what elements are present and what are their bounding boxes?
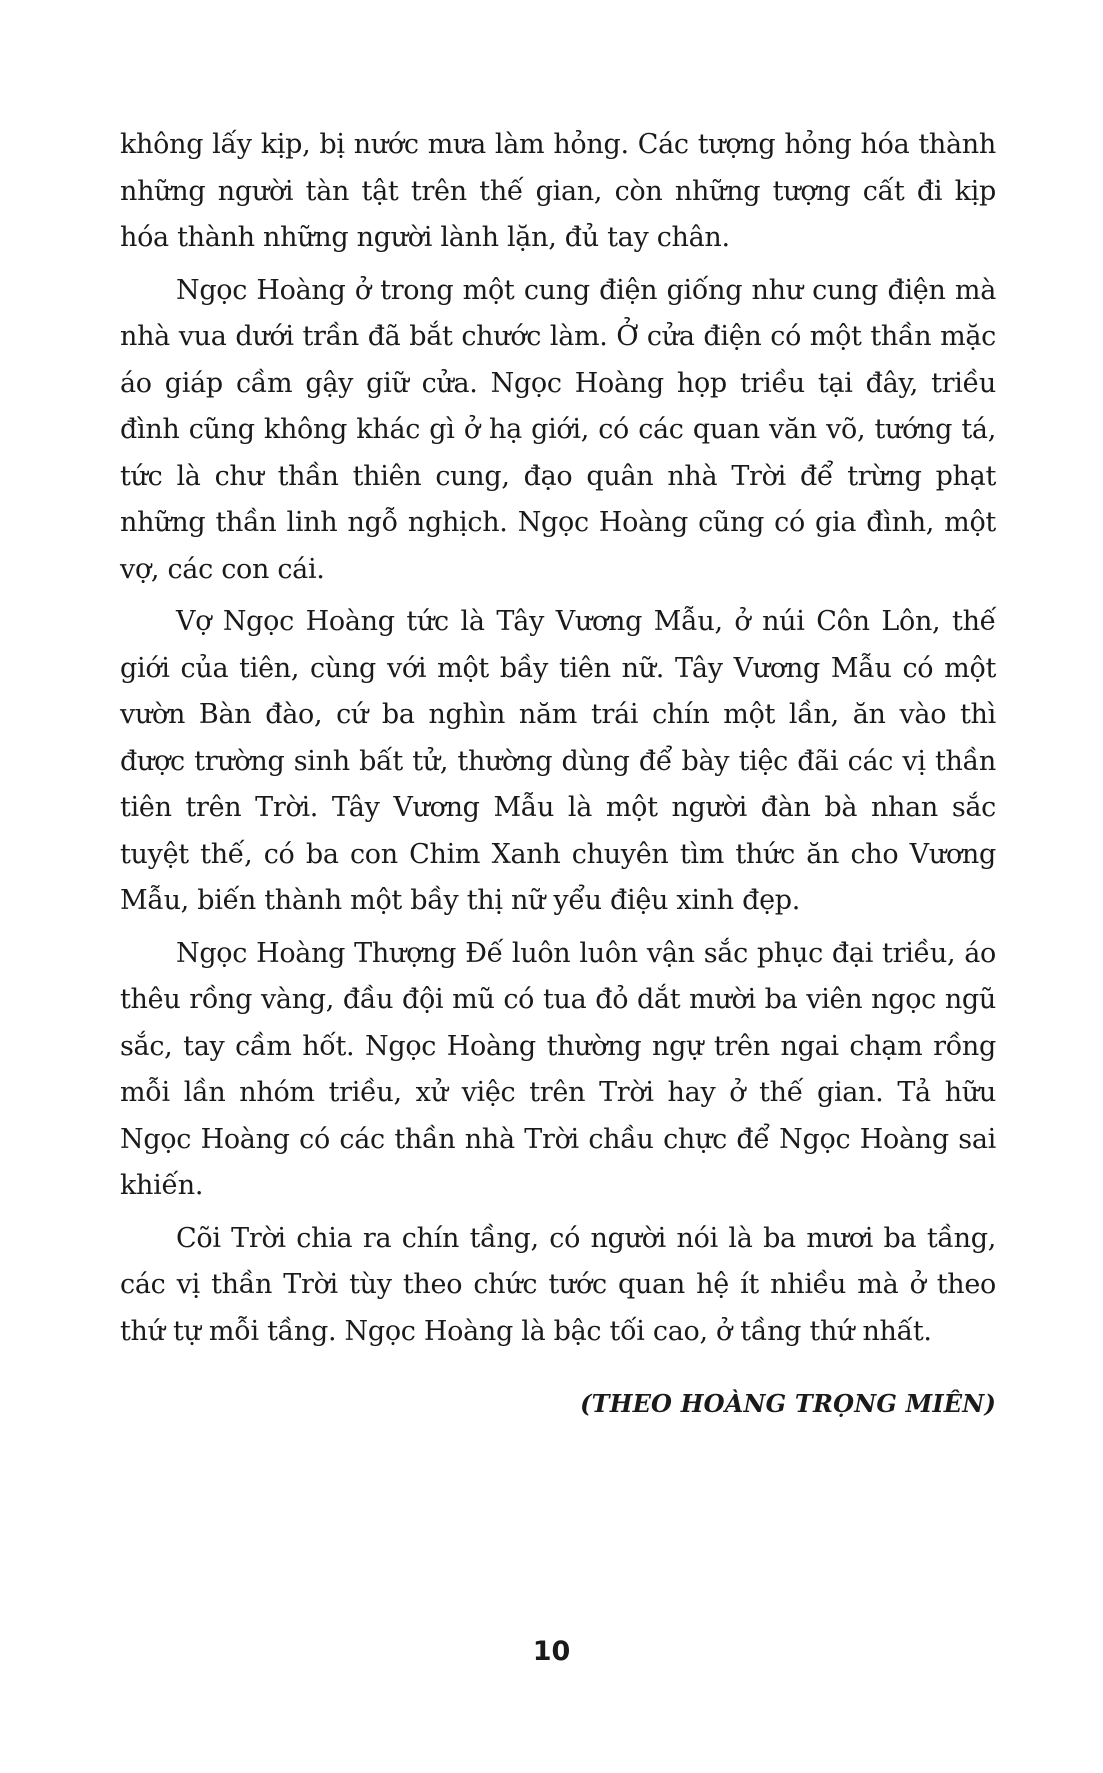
paragraph-continuation: không lấy kịp, bị nước mưa làm hỏng. Các tượng hỏng hóa thành những người tàn tật trên thế gian, còn những tượng cất đi kịp hóa thành những người lành lặn, đủ tay chân. bbox=[120, 129, 996, 253]
page-body bbox=[120, 122, 996, 1418]
paragraph-queen-mother: Vợ Ngọc Hoàng tức là Tây Vương Mẫu, ở núi Côn Lôn, thế giới của tiên, cùng với một bầy tiên nữ. Tây Vương Mẫu có một vườn Bàn đào, cứ ba nghìn năm trái chín một lần, ăn vào thì được trường sinh bất tử, thường dùng để bày tiệc đãi các vị thần tiên trên Trời. Tây Vương Mẫu là một người đàn bà nhan sắc tuyệt thế, có ba con Chim Xanh chuyên tìm thức ăn cho Vương Mẫu, biến thành một bầy thị nữ yểu điệu xinh đẹp. bbox=[120, 606, 996, 916]
source-attribution: (THEO HOÀNG TRỌNG MIÊN) bbox=[580, 1389, 996, 1418]
page-number: 10 bbox=[532, 1636, 571, 1667]
paragraph-heaven-levels: Cõi Trời chia ra chín tầng, có người nói là ba mươi ba tầng, các vị thần Trời tùy theo chức tước quan hệ ít nhiều mà ở theo thứ tự mỗi tầng. Ngọc Hoàng là bậc tối cao, ở tầng thứ nhất. bbox=[120, 1222, 996, 1347]
paragraph-attire: Ngọc Hoàng Thượng Đế luôn luôn vận sắc phục đại triều, áo thêu rồng vàng, đầu đội mũ có tua đỏ dắt mười ba viên ngọc ngũ sắc, tay cầm hốt. Ngọc Hoàng thường ngự trên ngai chạm rồng mỗi lần nhóm triều, xử việc trên Trời hay ở thế gian. Tả hữu Ngọc Hoàng có các thần nhà Trời chầu chực để Ngọc Hoàng sai khiến. bbox=[120, 937, 996, 1201]
paragraph-palace: Ngọc Hoàng ở trong một cung điện giống như cung điện mà nhà vua dưới trần đã bắt chước làm. Ở cửa điện có một thần mặc áo giáp cầm gậy giữ cửa. Ngọc Hoàng họp triều tại đây, triều đình cũng không khác gì ở hạ giới, có các quan văn võ, tướng tá, tức là chư thần thiên cung, đạo quân nhà Trời để trừng phạt những thần linh ngỗ nghịch. Ngọc Hoàng cũng có gia đình, một vợ, các con cái. bbox=[120, 274, 996, 585]
